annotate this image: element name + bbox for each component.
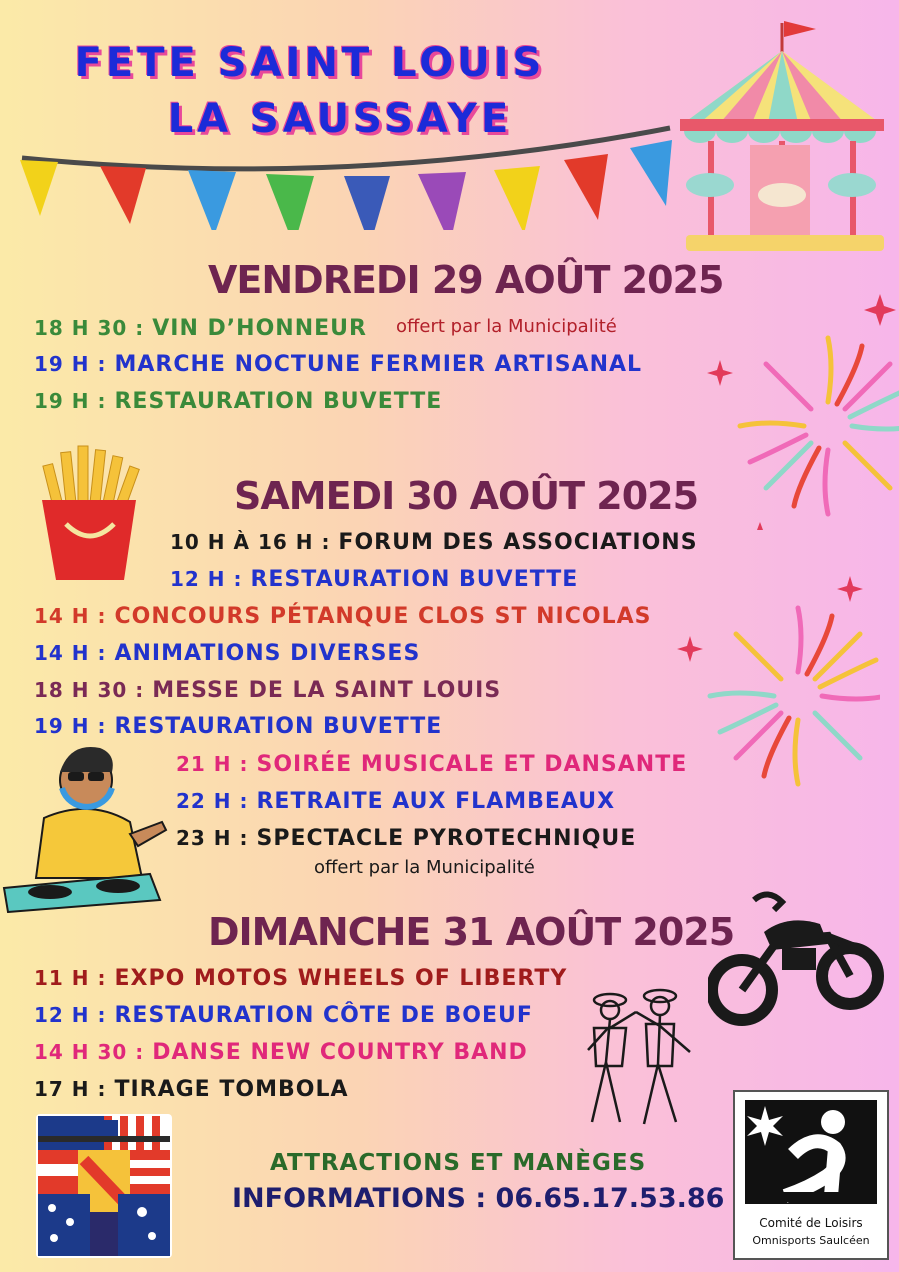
club-name-line-2: Omnisports Saulcéen — [752, 1234, 870, 1247]
municipality-note: offert par la Municipalité — [314, 857, 535, 878]
schedule-item: 11 H : EXPO MOTOS WHEELS OF LIBERTY — [34, 966, 568, 991]
runner-logo-icon — [735, 1092, 887, 1212]
schedule-item: 10 H À 16 H : FORUM DES ASSOCIATIONS — [170, 530, 698, 555]
coat-of-arms-icon — [34, 1112, 174, 1260]
schedule-item: 14 H : ANIMATIONS DIVERSES — [34, 641, 421, 666]
schedule-item: 18 H 30 : VIN D’HONNEUR — [34, 316, 367, 341]
fireworks-icon — [700, 290, 899, 530]
schedule-item: 21 H : SOIRÉE MUSICALE ET DANSANTE — [176, 752, 688, 777]
schedule-item: 12 H : RESTAURATION CÔTE DE BOEUF — [34, 1003, 533, 1028]
schedule-item: 18 H 30 : MESSE DE LA SAINT LOUIS — [34, 678, 502, 703]
municipality-note: offert par la Municipalité — [396, 316, 617, 337]
schedule-item: 12 H : RESTAURATION BUVETTE — [170, 567, 579, 592]
schedule-item: 19 H : MARCHE NOCTUNE FERMIER ARTISANAL — [34, 352, 643, 377]
title-line-2: LA SAUSSAYE — [167, 96, 513, 142]
dj-icon — [0, 738, 175, 913]
schedule-item: 17 H : TIRAGE TOMBOLA — [34, 1077, 349, 1102]
informations-phone: INFORMATIONS : 06.65.17.53.86 — [232, 1183, 725, 1214]
schedule-item: 22 H : RETRAITE AUX FLAMBEAUX — [176, 789, 616, 814]
day-title: DIMANCHE 31 AOÛT 2025 — [208, 910, 735, 954]
club-name-line-1: Comité de Loisirs — [759, 1216, 863, 1230]
attractions-text: ATTRACTIONS ET MANÈGES — [270, 1150, 647, 1176]
carousel-icon — [680, 15, 895, 260]
bunting-icon — [18, 120, 698, 230]
schedule-item: 19 H : RESTAURATION BUVETTE — [34, 389, 443, 414]
fireworks-icon — [660, 560, 880, 810]
day-title: SAMEDI 30 AOÛT 2025 — [234, 474, 699, 518]
motorcycle-icon — [708, 880, 888, 1030]
dancers-icon — [566, 982, 706, 1132]
schedule-item: 19 H : RESTAURATION BUVETTE — [34, 714, 443, 739]
schedule-item: 14 H 30 : DANSE NEW COUNTRY BAND — [34, 1040, 528, 1065]
club-logo — [733, 1090, 889, 1260]
day-title: VENDREDI 29 AOÛT 2025 — [208, 258, 724, 302]
schedule-item: 23 H : SPECTACLE PYROTECHNIQUE — [176, 826, 637, 851]
title-line-1: FETE SAINT LOUIS — [74, 40, 546, 86]
schedule-item: 14 H : CONCOURS PÉTANQUE CLOS ST NICOLAS — [34, 604, 652, 629]
fries-icon — [36, 444, 146, 584]
